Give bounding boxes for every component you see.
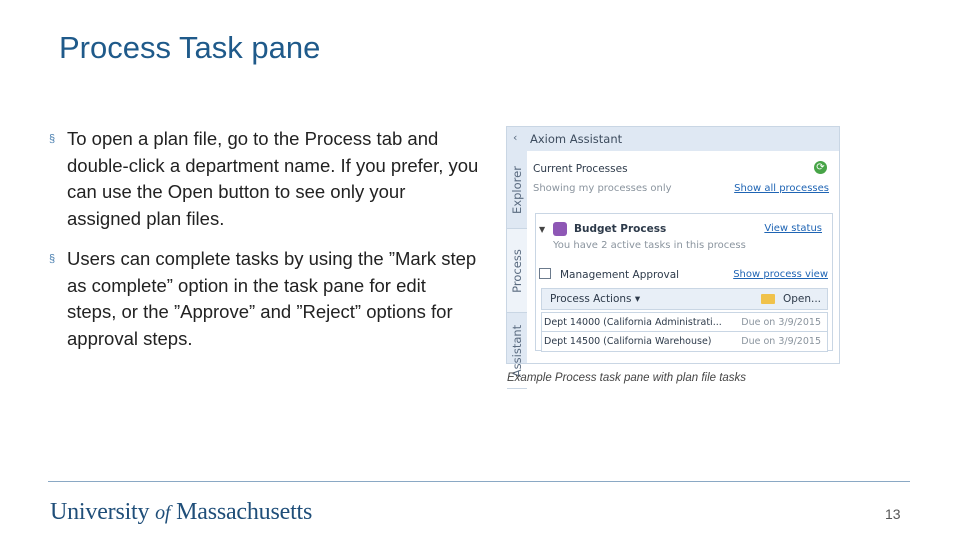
- bullet-text: To open a plan file, go to the Process tab and double-click a department name. If you prefer, you can use the Open button to see only your assigned plan files.: [67, 128, 479, 229]
- process-name: Budget Process: [574, 223, 667, 235]
- approval-step-icon: [539, 268, 551, 279]
- task-due: Due on 3/9/2015: [741, 317, 821, 328]
- tab-process-label: Process: [510, 248, 524, 293]
- actions-toolbar: [541, 288, 828, 310]
- logo-text-massachusetts: Massachusetts: [170, 499, 313, 525]
- tab-explorer[interactable]: [507, 151, 527, 229]
- university-logo: [50, 499, 312, 526]
- footer-divider: [48, 481, 910, 482]
- tab-assistant-label: Assistant: [510, 324, 524, 377]
- bullet-item: [48, 246, 480, 352]
- task-row[interactable]: [541, 312, 828, 332]
- bullet-item: [48, 126, 480, 232]
- bullet-text: Users can complete tasks by using the ”Mark step as complete” option in the task pane for edit steps, or the ”Approve” and ”Reject” options for approval steps.: [67, 248, 477, 349]
- pane-content: [527, 151, 839, 363]
- page-number: 13: [885, 506, 901, 522]
- refresh-icon[interactable]: ⟳: [814, 161, 827, 174]
- logo-text-university: University: [50, 499, 156, 525]
- current-processes-title: Current Processes: [533, 163, 628, 175]
- tab-explorer-label: Explorer: [510, 165, 524, 214]
- back-arrow-icon[interactable]: ‹: [513, 131, 518, 144]
- show-all-processes-link[interactable]: Show all processes: [734, 183, 829, 194]
- bullet-marker: §: [49, 133, 56, 145]
- pane-title: Axiom Assistant: [530, 132, 623, 146]
- side-tabs: [507, 151, 528, 377]
- active-tasks-text: You have 2 active tasks in this process: [553, 240, 746, 251]
- task-dept: Dept 14500 (California Warehouse): [544, 336, 712, 347]
- task-row[interactable]: [541, 332, 828, 352]
- bullet-list: [48, 126, 480, 366]
- budget-process-icon: [553, 222, 567, 236]
- open-button[interactable]: Open...: [782, 293, 821, 305]
- pane-header: [507, 127, 839, 152]
- step-name: Management Approval: [560, 269, 680, 281]
- process-box: [535, 213, 833, 351]
- task-due: Due on 3/9/2015: [741, 336, 821, 347]
- process-actions-button[interactable]: Process Actions ▾: [550, 293, 641, 305]
- task-dept: Dept 14000 (California Administrati...: [544, 317, 722, 328]
- bullet-marker: §: [49, 253, 56, 265]
- view-status-link[interactable]: View status: [764, 223, 822, 234]
- task-pane-screenshot: [506, 126, 840, 377]
- screenshot-caption: Example Process task pane with plan file tasks: [507, 372, 747, 384]
- tab-process[interactable]: [507, 229, 527, 313]
- logo-text-of: of: [155, 502, 171, 524]
- show-process-view-link[interactable]: Show process view: [733, 269, 828, 280]
- collapse-caret-icon[interactable]: ▼: [539, 225, 546, 234]
- slide-title: Process Task pane: [59, 30, 321, 65]
- folder-icon: [761, 294, 775, 304]
- showing-filter-text: Showing my processes only: [533, 183, 672, 194]
